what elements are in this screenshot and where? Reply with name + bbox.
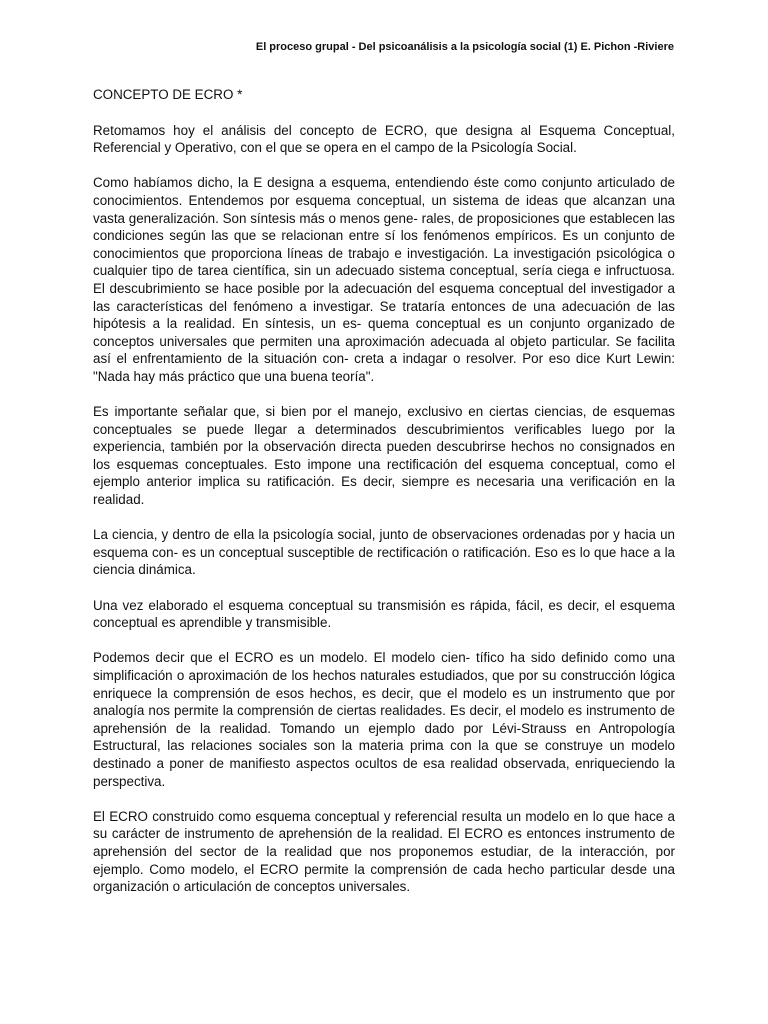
paragraph-1: Retomamos hoy el análisis del concepto de ECRO, que designa al Esquema Conceptual, Referencial y Operativo, con el que se opera en el campo de la Psicología Social. [93,122,675,156]
paragraph-2: Como habíamos dicho, la E designa a esquema, entendiendo éste como conjunto articulado de conocimientos. Entendemos por esquema conceptual, un sistema de ideas que alcanzan una vasta generalización. Son síntesis más o menos gene- rales, de proposiciones que establecen las condiciones según las que se relacionan entre sí los fenómenos empíricos. Es un conjunto de conocimientos que proporciona líneas de trabajo e investigación. La investigación psicológica o cualquier tipo de tarea científica, sin un adecuado sistema conceptual, sería ciega e infructuosa. El descubrimiento se hace posible por la adecuación del esquema conceptual del investigador a las características del fenómeno a investigar. Se trataría entonces de una adecuación de las hipótesis a la realidad. En síntesis, un es- quema conceptual es un conjunto organizado de conceptos universales que permiten una aproximación adecuada al objeto particular. Se facilita así el enfrentamiento de la situación con- creta a indagar o resolver. Por eso dice Kurt Lewin: "Nada hay más práctico que una buena teoría". [93,175,675,384]
paragraph-3: Es importante señalar que, si bien por el manejo, exclusivo en ciertas ciencias, de esquemas conceptuales se puede llegar a determinados descubrimientos verificables luego por la experiencia, también por la observación directa pueden descubrirse hechos no consignados en los esquemas conceptuales. Esto impone una rectificación del esquema conceptual, como el ejemplo anterior implica su ratificación. Es decir, siempre es necesaria una verificación en la realidad. [93,404,675,508]
section-title: CONCEPTO DE ECRO * [93,87,243,102]
paragraph-6: Podemos decir que el ECRO es un modelo. El modelo cien- tífico ha sido definido como una simplificación o aproximación de los hechos naturales estudiados, que por su construcción lógica enriquece la comprensión de esos hechos, es decir, que el modelo es un instrumento que por analogía nos permite la comprensión de ciertas realidades. Es decir, el modelo es instrumento de aprehensión de la realidad. Tomando un ejemplo dado por Lévi-Strauss en Antropología Estructural, las relaciones sociales son la materia prima con la que se construye un modelo destinado a poner de manifiesto aspectos ocultos de esa realidad observada, enriqueciendo la perspectiva. [93,650,675,789]
paragraph-5: Una vez elaborado el esquema conceptual su transmisión es rápida, fácil, es decir, el esquema conceptual es aprendible y transmisible. [93,597,675,631]
paragraph-7: El ECRO construido como esquema conceptual y referencial resulta un modelo en lo que hace a su carácter de instrumento de aprehensión de la realidad. El ECRO es entonces instrumento de aprehensión del sector de la realidad que nos proponemos estudiar, de la interacción, por ejemplo. Como modelo, el ECRO permite la comprensión de cada hecho particular desde una organización o articulación de conceptos universales. [93,808,675,895]
document-body [93,86,675,913]
running-header: El proceso grupal - Del psicoanálisis a la psicología social (1) E. Pichon -Riviere [255,41,674,53]
paragraph-4: La ciencia, y dentro de ella la psicología social, junto de observaciones ordenadas por y hacia un esquema con- es un conceptual susceptible de rectificación o ratificación. Eso es lo que hace a la ciencia dinámica. [93,527,675,578]
